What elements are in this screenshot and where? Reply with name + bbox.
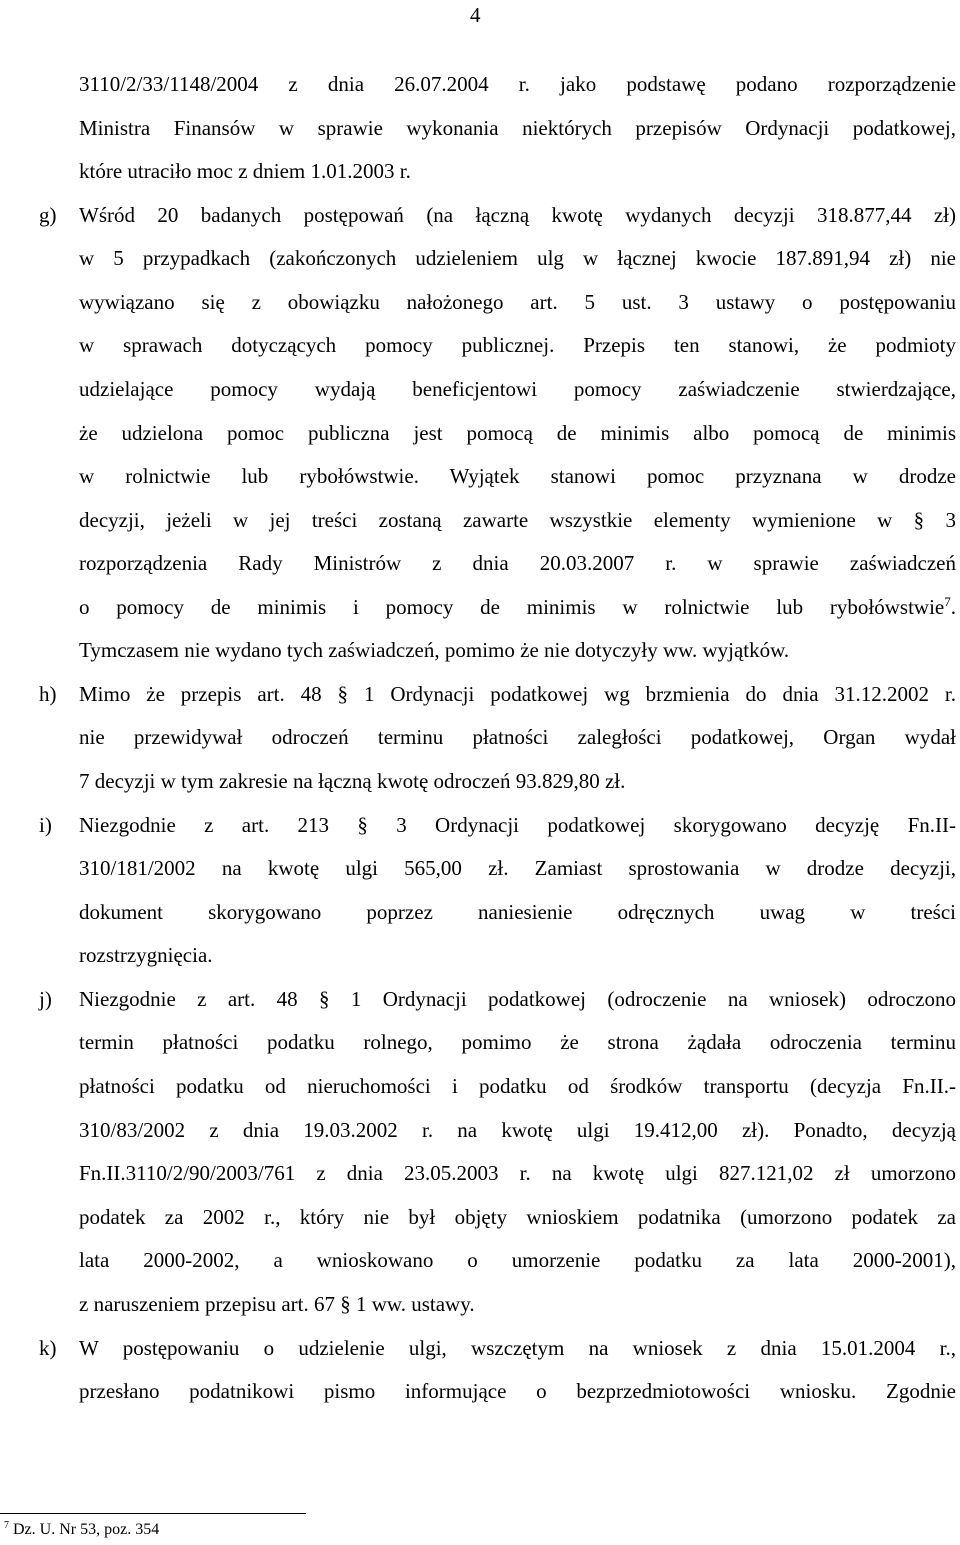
item-g-line: w rolnictwie lub rybołówstwie. Wyjątek stanowi pomoc przyznana w drodze — [79, 464, 956, 488]
item-j-line: płatności podatku od nieruchomości i podatku od środków transportu (decyzja Fn.II.- — [79, 1074, 956, 1098]
item-g-line: w sprawach dotyczących pomocy publicznej. Przepis ten stanowi, że podmioty — [79, 333, 956, 357]
sentence-period: . — [950, 595, 956, 619]
footnote-separator — [0, 1513, 306, 1514]
item-j-line: podatek za 2002 r., który nie był objęty wnioskiem podatnika (umorzono podatek za — [79, 1205, 956, 1229]
item-g-line-with-footnote — [79, 592, 956, 622]
item-g-line: udzielające pomocy wydają beneficjentowi pomocy zaświadczenie stwierdzające, — [79, 377, 956, 401]
item-h-line: nie przewidywał odroczeń terminu płatności zaległości podatkowej, Organ wydał — [79, 725, 956, 749]
item-label-g: g) — [39, 203, 57, 227]
item-label-j: j) — [39, 987, 52, 1011]
item-i-line: 310/181/2002 na kwotę ulgi 565,00 zł. Zamiast sprostowania w drodze decyzji, — [79, 856, 956, 880]
item-j-line: lata 2000-2002, a wnioskowano o umorzenie podatku za lata 2000-2001), — [79, 1248, 956, 1272]
item-g-line: Tymczasem nie wydano tych zaświadczeń, pomimo że nie dotyczyły ww. wyjątków. — [79, 638, 790, 662]
footnote-reference: 7 — [944, 594, 951, 609]
page-number: 4 — [470, 3, 481, 27]
item-i-line: Niezgodnie z art. 213 § 3 Ordynacji podatkowej skorygowano decyzję Fn.II- — [79, 813, 956, 837]
item-h-line: Mimo że przepis art. 48 § 1 Ordynacji podatkowej wg brzmienia do dnia 31.12.2002 r. — [79, 682, 956, 706]
item-g-line: wywiązano się z obowiązku nałożonego art. 5 ust. 3 ustawy o postępowaniu — [79, 290, 956, 314]
item-j-line: 310/83/2002 z dnia 19.03.2002 r. na kwotę ulgi 19.412,00 zł). Ponadto, decyzją — [79, 1118, 956, 1142]
item-i-line: dokument skorygowano poprzez naniesienie odręcznych uwag w treści — [79, 900, 956, 924]
item-h-line: 7 decyzji w tym zakresie na łączną kwotę odroczeń 93.829,80 zł. — [79, 769, 626, 793]
item-g-line: decyzji, jeżeli w jej treści zostaną zawarte wszystkie elementy wymienione w § 3 — [79, 508, 956, 532]
item-g-line: że udzielona pomoc publiczna jest pomocą de minimis albo pomocą de minimis — [79, 421, 956, 445]
item-j-line: termin płatności podatku rolnego, pomimo że strona żądała odroczenia terminu — [79, 1030, 956, 1054]
item-k-line: W postępowaniu o udzielenie ulgi, wszczętym na wniosek z dnia 15.01.2004 r., — [79, 1336, 956, 1360]
body-line: Ministra Finansów w sprawie wykonania niektórych przepisów Ordynacji podatkowej, — [79, 116, 956, 140]
item-j-line: z naruszeniem przepisu art. 67 § 1 ww. ustawy. — [79, 1292, 475, 1316]
footnote — [4, 1519, 159, 1541]
item-j-line: Fn.II.3110/2/90/2003/761 z dnia 23.05.2003 r. na kwotę ulgi 827.121,02 zł umorzono — [79, 1161, 956, 1185]
item-label-h: h) — [39, 682, 57, 706]
body-line: 3110/2/33/1148/2004 z dnia 26.07.2004 r. jako podstawę podano rozporządzenie — [79, 72, 956, 96]
item-g-line: w 5 przypadkach (zakończonych udzieleniem ulg w łącznej kwocie 187.891,94 zł) nie — [79, 246, 956, 270]
item-j-line: Niezgodnie z art. 48 § 1 Ordynacji podatkowej (odroczenie na wniosek) odroczono — [79, 987, 956, 1011]
footnote-text: Dz. U. Nr 53, poz. 354 — [13, 1521, 160, 1538]
item-g-line: rozporządzenia Rady Ministrów z dnia 20.03.2007 r. w sprawie zaświadczeń — [79, 551, 956, 575]
body-line: które utraciło moc z dniem 1.01.2003 r. — [79, 159, 411, 183]
item-k-line: przesłano podatnikowi pismo informujące o bezprzedmiotowości wniosku. Zgodnie — [79, 1379, 956, 1403]
item-g-line-text: o pomocy de minimis i pomocy de minimis w rolnictwie lub rybołówstwie — [79, 595, 945, 619]
footnote-number: 7 — [4, 1520, 9, 1531]
item-label-i: i) — [39, 813, 52, 837]
item-g-line: Wśród 20 badanych postępowań (na łączną kwotę wydanych decyzji 318.877,44 zł) — [79, 203, 956, 227]
item-i-line: rozstrzygnięcia. — [79, 943, 213, 967]
item-label-k: k) — [39, 1336, 57, 1360]
